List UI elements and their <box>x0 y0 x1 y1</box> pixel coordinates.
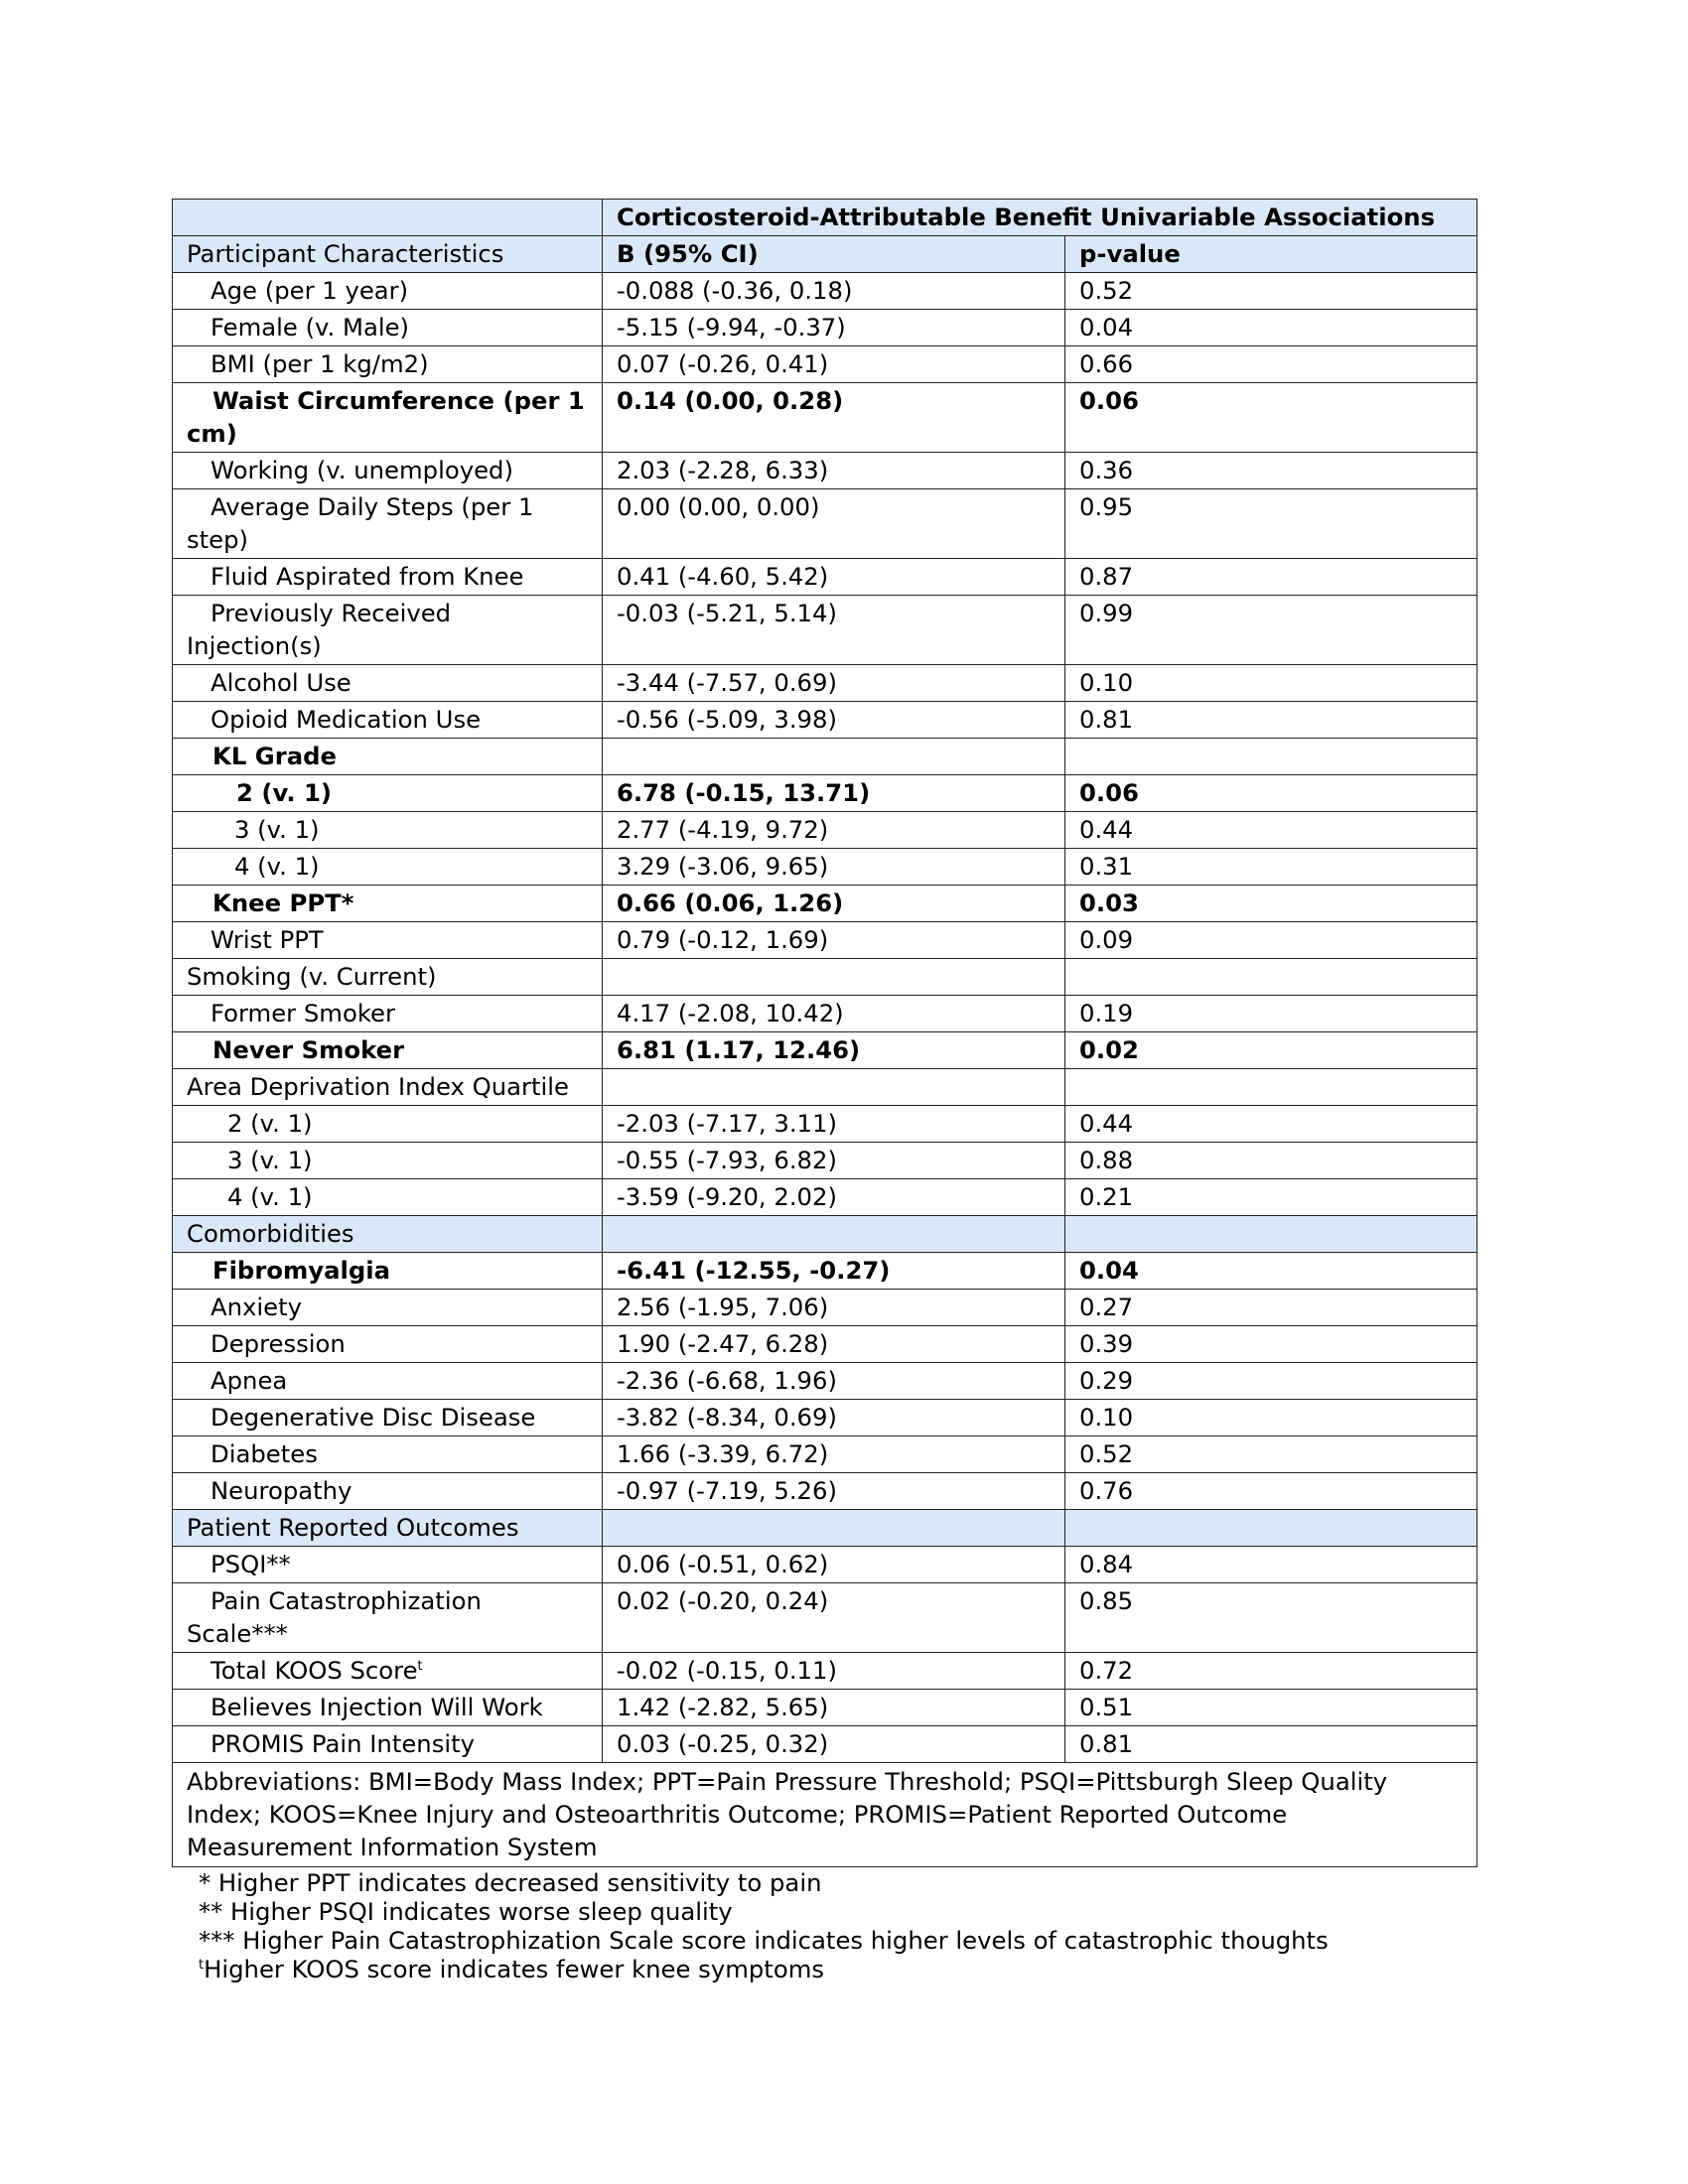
row-p-value: 0.87 <box>1065 559 1477 596</box>
table-row <box>173 1400 1477 1436</box>
footnote-text: Higher PSQI indicates worse sleep quality <box>230 1897 733 1926</box>
row-p-value: 0.36 <box>1065 453 1477 489</box>
table-section-header-comorbidities <box>173 1216 1477 1253</box>
row-p-value: 0.44 <box>1065 1106 1477 1143</box>
row-label: Wrist PPT <box>173 922 603 959</box>
row-p-value: 0.52 <box>1065 1436 1477 1473</box>
row-b-ci: -0.56 (-5.09, 3.98) <box>603 702 1065 739</box>
table-row-significant <box>173 1253 1477 1290</box>
footnote-koos <box>199 1955 1477 1983</box>
row-label-text: Total KOOS Score <box>211 1656 418 1685</box>
table-subgroup-row <box>173 959 1477 996</box>
row-b-ci: -0.03 (-5.21, 5.14) <box>603 596 1065 665</box>
univariable-associations-table <box>172 199 1477 1867</box>
row-b-ci <box>603 739 1065 775</box>
table-row <box>173 665 1477 702</box>
table-row <box>173 1690 1477 1726</box>
row-p-value: 0.27 <box>1065 1290 1477 1326</box>
row-label: Alcohol Use <box>173 665 603 702</box>
footnotes <box>199 1868 1477 1983</box>
row-b-ci: 1.90 (-2.47, 6.28) <box>603 1326 1065 1363</box>
row-b-ci <box>603 959 1065 996</box>
row-p-value: 0.10 <box>1065 665 1477 702</box>
row-p-value: 0.66 <box>1065 346 1477 383</box>
row-p-value: 0.31 <box>1065 849 1477 886</box>
row-label: Opioid Medication Use <box>173 702 603 739</box>
row-p-value: 0.10 <box>1065 1400 1477 1436</box>
row-p-value: 0.81 <box>1065 702 1477 739</box>
row-label: Comorbidities <box>173 1216 603 1253</box>
row-label: Average Daily Steps (per 1 step) <box>173 489 603 559</box>
footnote-pain-catastrophization <box>199 1926 1477 1955</box>
row-label: Pain Catastrophization Scale*** <box>173 1583 603 1653</box>
table-row <box>173 702 1477 739</box>
row-b-ci: 0.07 (-0.26, 0.41) <box>603 346 1065 383</box>
table-subgroup-row <box>173 1069 1477 1106</box>
table-row <box>173 310 1477 346</box>
row-p-value: 0.06 <box>1065 775 1477 812</box>
row-p-value: 0.88 <box>1065 1143 1477 1179</box>
table-row <box>173 273 1477 310</box>
row-label: Never Smoker <box>173 1032 603 1069</box>
row-b-ci: -0.088 (-0.36, 0.18) <box>603 273 1065 310</box>
table-row <box>173 453 1477 489</box>
table-row <box>173 1547 1477 1583</box>
row-p-value: 0.72 <box>1065 1653 1477 1690</box>
row-b-ci: -5.15 (-9.94, -0.37) <box>603 310 1065 346</box>
row-b-ci: -3.44 (-7.57, 0.69) <box>603 665 1065 702</box>
row-b-ci: 0.06 (-0.51, 0.62) <box>603 1547 1065 1583</box>
table-row <box>173 1290 1477 1326</box>
row-b-ci: -2.03 (-7.17, 3.11) <box>603 1106 1065 1143</box>
row-b-ci: 0.02 (-0.20, 0.24) <box>603 1583 1065 1653</box>
row-p-value: 0.76 <box>1065 1473 1477 1510</box>
table-row-significant <box>173 383 1477 453</box>
row-label: Diabetes <box>173 1436 603 1473</box>
row-b-ci: -6.41 (-12.55, -0.27) <box>603 1253 1065 1290</box>
row-p-value: 0.19 <box>1065 996 1477 1032</box>
row-label: Believes Injection Will Work <box>173 1690 603 1726</box>
row-p-value: 0.95 <box>1065 489 1477 559</box>
table-corner-cell <box>173 200 603 236</box>
row-label: Fluid Aspirated from Knee <box>173 559 603 596</box>
row-p-value <box>1065 1069 1477 1106</box>
row-label: Age (per 1 year) <box>173 273 603 310</box>
row-b-ci: 1.66 (-3.39, 6.72) <box>603 1436 1065 1473</box>
row-b-ci <box>603 1069 1065 1106</box>
group-title: Corticosteroid-Attributable Benefit Univariable Associations <box>603 200 1477 236</box>
row-p-value: 0.04 <box>1065 1253 1477 1290</box>
row-p-value: 0.85 <box>1065 1583 1477 1653</box>
row-label: 3 (v. 1) <box>173 812 603 849</box>
row-b-ci: -3.82 (-8.34, 0.69) <box>603 1400 1065 1436</box>
table-row <box>173 559 1477 596</box>
column-header-characteristics: Participant Characteristics <box>173 236 603 273</box>
row-p-value: 0.09 <box>1065 922 1477 959</box>
abbreviations-row <box>173 1763 1477 1867</box>
footnote-mark: t <box>199 1958 205 1973</box>
row-b-ci <box>603 1216 1065 1253</box>
row-p-value: 0.06 <box>1065 383 1477 453</box>
row-p-value <box>1065 1510 1477 1547</box>
row-p-value: 0.52 <box>1065 273 1477 310</box>
table-row <box>173 1653 1477 1690</box>
row-label: Area Deprivation Index Quartile <box>173 1069 603 1106</box>
row-label: Working (v. unemployed) <box>173 453 603 489</box>
row-p-value: 0.29 <box>1065 1363 1477 1400</box>
row-label: 2 (v. 1) <box>173 775 603 812</box>
table-row <box>173 1179 1477 1216</box>
footnote-text: Higher KOOS score indicates fewer knee symptoms <box>204 1955 825 1983</box>
table-row <box>173 1326 1477 1363</box>
table-row-significant <box>173 886 1477 922</box>
row-label: PSQI** <box>173 1547 603 1583</box>
row-label: 4 (v. 1) <box>173 1179 603 1216</box>
table-row <box>173 922 1477 959</box>
table-row-significant <box>173 775 1477 812</box>
footnote-text: Higher PPT indicates decreased sensitivity to pain <box>217 1868 822 1897</box>
row-label: BMI (per 1 kg/m2) <box>173 346 603 383</box>
table-row <box>173 1436 1477 1473</box>
row-label: 3 (v. 1) <box>173 1143 603 1179</box>
footnote-mark: * <box>199 1868 218 1897</box>
column-header-b-ci: B (95% CI) <box>603 236 1065 273</box>
footnote-ppt <box>199 1868 1477 1897</box>
row-label: Anxiety <box>173 1290 603 1326</box>
row-b-ci: 2.56 (-1.95, 7.06) <box>603 1290 1065 1326</box>
row-label-with-sup <box>173 1653 603 1690</box>
row-label: Previously Received Injection(s) <box>173 596 603 665</box>
row-label: Patient Reported Outcomes <box>173 1510 603 1547</box>
table-row <box>173 1143 1477 1179</box>
row-label: PROMIS Pain Intensity <box>173 1726 603 1763</box>
row-label: Degenerative Disc Disease <box>173 1400 603 1436</box>
row-b-ci: 1.42 (-2.82, 5.65) <box>603 1690 1065 1726</box>
row-b-ci: 3.29 (-3.06, 9.65) <box>603 849 1065 886</box>
table-row <box>173 596 1477 665</box>
row-b-ci: 0.41 (-4.60, 5.42) <box>603 559 1065 596</box>
table-group-header-row <box>173 200 1477 236</box>
row-label: Depression <box>173 1326 603 1363</box>
table-section-header-patient-reported-outcomes <box>173 1510 1477 1547</box>
row-p-value <box>1065 739 1477 775</box>
row-p-value: 0.04 <box>1065 310 1477 346</box>
row-b-ci: 6.78 (-0.15, 13.71) <box>603 775 1065 812</box>
koos-footnote-mark: t <box>417 1659 423 1674</box>
row-label: 2 (v. 1) <box>173 1106 603 1143</box>
footnote-text: Higher Pain Catastrophization Scale score indicates higher levels of catastrophic thoughts <box>242 1926 1329 1955</box>
row-p-value: 0.84 <box>1065 1547 1477 1583</box>
table-row <box>173 849 1477 886</box>
row-b-ci: -0.55 (-7.93, 6.82) <box>603 1143 1065 1179</box>
row-p-value: 0.03 <box>1065 886 1477 922</box>
table-row <box>173 996 1477 1032</box>
row-b-ci: 0.79 (-0.12, 1.69) <box>603 922 1065 959</box>
table-row <box>173 812 1477 849</box>
row-p-value: 0.02 <box>1065 1032 1477 1069</box>
row-b-ci: 2.77 (-4.19, 9.72) <box>603 812 1065 849</box>
row-label: 4 (v. 1) <box>173 849 603 886</box>
footnote-mark: ** <box>199 1897 231 1926</box>
row-b-ci: 0.03 (-0.25, 0.32) <box>603 1726 1065 1763</box>
table-row <box>173 1726 1477 1763</box>
table-column-header-row <box>173 236 1477 273</box>
footnote-mark: *** <box>199 1926 243 1955</box>
row-p-value: 0.81 <box>1065 1726 1477 1763</box>
table-row <box>173 1473 1477 1510</box>
table-row-significant <box>173 1032 1477 1069</box>
row-label: Former Smoker <box>173 996 603 1032</box>
table-row <box>173 1583 1477 1653</box>
row-b-ci: -2.36 (-6.68, 1.96) <box>603 1363 1065 1400</box>
row-p-value <box>1065 1216 1477 1253</box>
table-row <box>173 346 1477 383</box>
footnote-psqi <box>199 1897 1477 1926</box>
row-p-value: 0.39 <box>1065 1326 1477 1363</box>
row-b-ci: -0.97 (-7.19, 5.26) <box>603 1473 1065 1510</box>
table-subgroup-row <box>173 739 1477 775</box>
row-p-value: 0.44 <box>1065 812 1477 849</box>
table-row <box>173 1106 1477 1143</box>
row-label: Smoking (v. Current) <box>173 959 603 996</box>
row-label: Waist Circumference (per 1 cm) <box>173 383 603 453</box>
table-row <box>173 489 1477 559</box>
row-label: Fibromyalgia <box>173 1253 603 1290</box>
row-b-ci: 0.00 (0.00, 0.00) <box>603 489 1065 559</box>
row-label: Apnea <box>173 1363 603 1400</box>
abbreviations-text: Abbreviations: BMI=Body Mass Index; PPT=Pain Pressure Threshold; PSQI=Pittsburgh Sleep Quality Index; KOOS=Knee Injury and Osteoarthritis Outcome; PROMIS=Patient Reported Outcome Measurement Information System <box>173 1763 1477 1867</box>
table-row <box>173 1363 1477 1400</box>
row-label: Female (v. Male) <box>173 310 603 346</box>
row-b-ci: -0.02 (-0.15, 0.11) <box>603 1653 1065 1690</box>
row-b-ci <box>603 1510 1065 1547</box>
row-b-ci: 4.17 (-2.08, 10.42) <box>603 996 1065 1032</box>
row-b-ci: 0.66 (0.06, 1.26) <box>603 886 1065 922</box>
row-p-value: 0.51 <box>1065 1690 1477 1726</box>
row-label: Knee PPT* <box>173 886 603 922</box>
row-b-ci: -3.59 (-9.20, 2.02) <box>603 1179 1065 1216</box>
column-header-p-value: p-value <box>1065 236 1477 273</box>
row-p-value: 0.99 <box>1065 596 1477 665</box>
row-b-ci: 0.14 (0.00, 0.28) <box>603 383 1065 453</box>
row-label: KL Grade <box>173 739 603 775</box>
row-label: Neuropathy <box>173 1473 603 1510</box>
row-p-value: 0.21 <box>1065 1179 1477 1216</box>
row-p-value <box>1065 959 1477 996</box>
results-table-document <box>172 199 1477 1983</box>
row-b-ci: 6.81 (1.17, 12.46) <box>603 1032 1065 1069</box>
row-b-ci: 2.03 (-2.28, 6.33) <box>603 453 1065 489</box>
